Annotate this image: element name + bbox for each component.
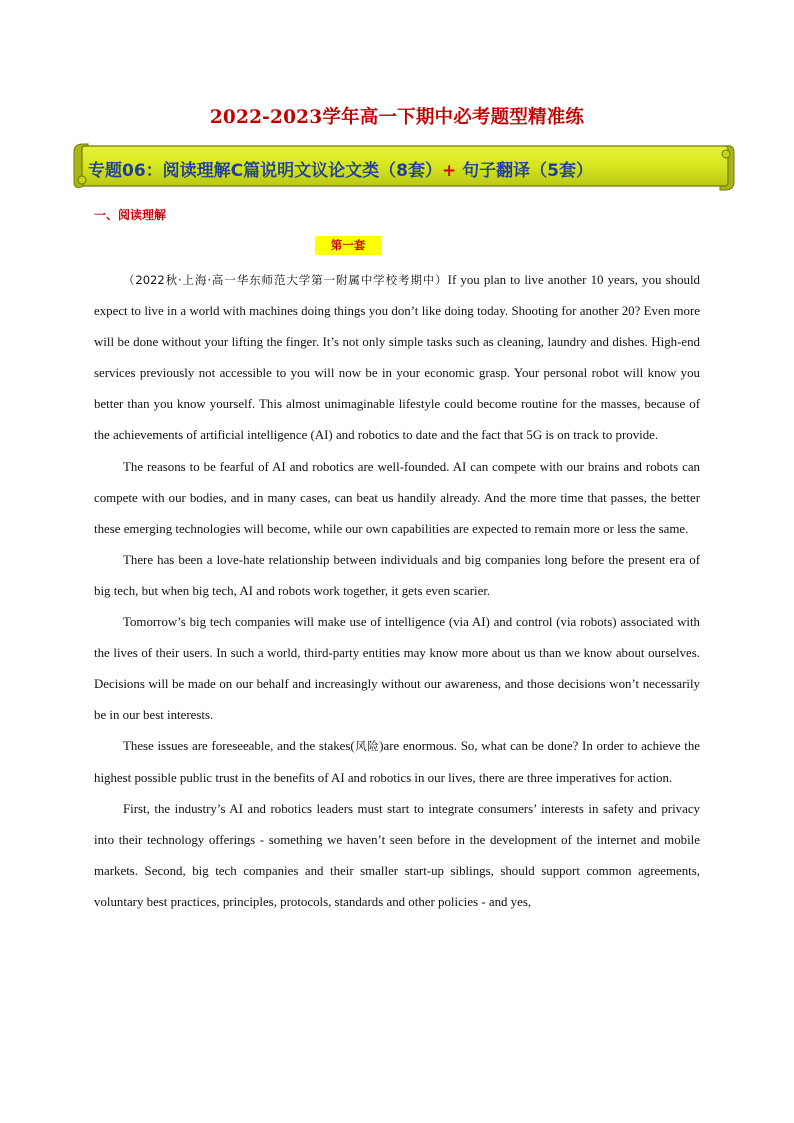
- source-citation: （2022秋·上海·高一华东师范大学第一附属中学校考期中）: [123, 273, 448, 287]
- banner-title-lead: 专题06：阅读理解C篇说明文议论文类（8套）: [88, 161, 442, 181]
- paragraph-5-start: These issues are foreseeable, and the stakes(: [123, 739, 355, 754]
- set-label: 第一套: [315, 236, 381, 255]
- paragraph-3: There has been a love-hate relationship between individuals and big companies long before the present era of big tech, but when big tech, AI and robots work together, it gets even scarier.: [94, 552, 700, 598]
- paragraph-1: [94, 265, 700, 452]
- page-title: 2022-2023学年高一下期中必考题型精准练: [209, 107, 585, 128]
- reading-passage: [94, 265, 700, 918]
- banner-title-tail: 句子翻译（5套）: [456, 161, 593, 181]
- paragraph-4: Tomorrow’s big tech companies will make use of intelligence (via AI) and control (via robots) associated with the lives of their users. In such a world, third-party entities may know more about us than we know about ourselves. Decisions will be made on our behalf and increasingly without our awareness, and those decisions won’t necessarily be in our best interests.: [94, 615, 700, 723]
- section-heading: 一、阅读理解: [94, 208, 167, 222]
- paragraph-5-end: )are enormous. So, what can be done? In order to achieve the highest possible public trust in the benefits of AI and robotics in our lives, there are three imperatives for action.: [94, 739, 701, 785]
- paragraph-1-text: If you plan to live another 10 years, you should expect to live in a world with machines doing things you don’t like doing today. Shooting for another 20? Even more will be done without your lifting the finger. It’s not only simple tasks such as cleaning, laundry and dishes. High-end services previously not accessible to you will now be in your economic grasp. Your personal robot will know you better than you know yourself. This almost unimaginable lifestyle could become routine for the masses, because of the achievements of artificial intelligence (AI) and robotics to date and the fact that 5G is on track to provide.: [94, 273, 700, 443]
- paragraph-2: The reasons to be fearful of AI and robotics are well-founded. AI can compete with our brains and robots can compete with our bodies, and in many cases, can beat us handily already. And the more time that passes, the better these emerging technologies will become, while our own capabilities are expected to remain more or less the same.: [94, 459, 700, 536]
- banner-title: [88, 156, 593, 181]
- banner-plus: +: [441, 161, 457, 181]
- topic-banner: [70, 140, 738, 194]
- gloss-chinese: 风险: [354, 739, 380, 754]
- paragraph-6: First, the industry’s AI and robotics leaders must start to integrate consumers’ interests in safety and privacy into their technology offerings - something we haven’t seen before in the development of the internet and mobile markets. Second, big tech companies and their smaller start-up siblings, should support common agreements, voluntary best practices, principles, protocols, standards and other policies - and yes,: [94, 801, 700, 909]
- paragraph-5: [94, 731, 700, 793]
